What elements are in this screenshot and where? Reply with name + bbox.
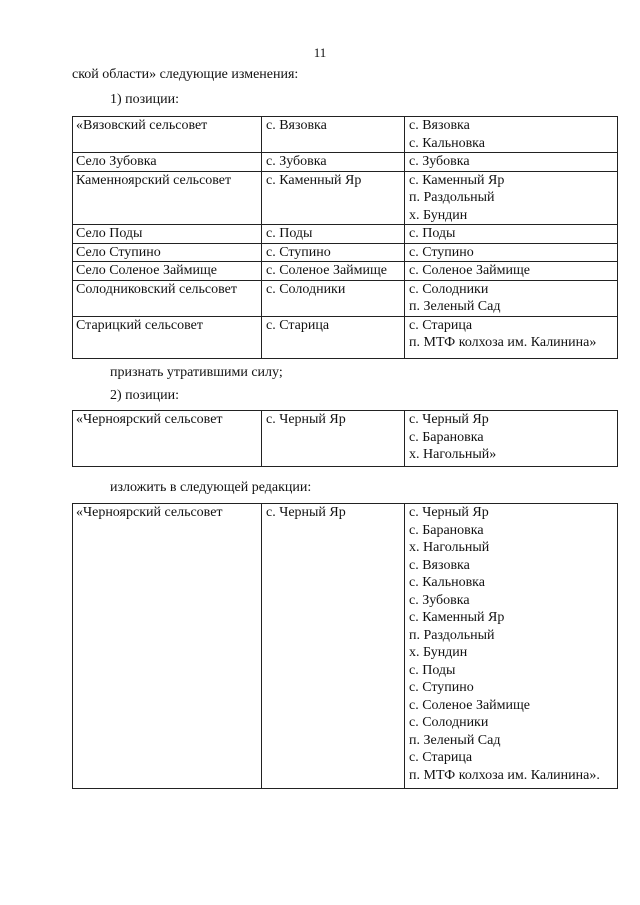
center-cell: с. Соленое Займище	[262, 262, 405, 281]
settlements-cell	[405, 504, 618, 789]
settlement-item: с. Соленое Займище	[409, 263, 531, 278]
settlement-item: п. МТФ колхоза им. Калинина»	[409, 335, 597, 350]
table-new-edition	[72, 503, 618, 789]
council-cell: «Черноярский сельсовет	[73, 411, 262, 467]
settlement-item: с. Поды	[409, 662, 456, 678]
recognize-text: признать утратившими силу;	[110, 365, 283, 380]
council-cell: Каменноярский сельсовет	[73, 171, 262, 225]
item-2-heading: 2) позиции:	[110, 388, 180, 403]
settlements-cell	[405, 225, 618, 244]
settlement-item: с. Старица	[409, 317, 473, 333]
table-row	[73, 316, 618, 358]
table-row	[73, 411, 618, 467]
council-cell: «Черноярский сельсовет	[73, 504, 262, 789]
settlement-item: с. Кальновка	[409, 575, 485, 590]
settlement-item: х. Нагольный	[409, 540, 490, 555]
settlement-item: с. Черный Яр	[409, 412, 489, 427]
center-cell: с. Старица	[262, 316, 405, 358]
settlement-item: п. Раздольный	[409, 627, 495, 643]
page-number: 11	[313, 45, 327, 60]
restate-text: изложить в следующей редакции:	[110, 480, 312, 495]
settlement-item: с. Каменный Яр	[409, 172, 505, 188]
settlement-item: п. МТФ колхоза им. Калинина».	[409, 767, 600, 783]
table-row	[73, 117, 618, 153]
council-cell: Село Зубовка	[73, 153, 262, 172]
settlement-item: п. Зеленый Сад	[409, 299, 501, 314]
settlement-item: с. Кальновка	[409, 135, 485, 151]
settlement-item: х. Нагольный»	[409, 447, 497, 462]
settlement-item: с. Каменный Яр	[409, 610, 505, 625]
center-cell: с. Зубовка	[262, 153, 405, 172]
table-row	[73, 262, 618, 281]
settlements-cell	[405, 411, 618, 467]
center-cell: с. Вязовка	[262, 117, 405, 153]
table-row	[73, 280, 618, 316]
settlement-item: п. Зеленый Сад	[409, 732, 501, 748]
settlement-item: с. Зубовка	[409, 592, 470, 608]
intro-text: ской области» следующие изменения:	[72, 67, 299, 82]
table-positions-1	[72, 116, 618, 359]
center-cell: с. Черный Яр	[262, 504, 405, 789]
council-cell: Село Поды	[73, 225, 262, 244]
settlement-item: с. Солодники	[409, 715, 489, 730]
settlement-item: с. Ступино	[409, 244, 474, 260]
council-cell: Солодниковский сельсовет	[73, 280, 262, 316]
table-row	[73, 504, 618, 789]
center-cell: с. Солодники	[262, 280, 405, 316]
settlement-item: с. Вязовка	[409, 118, 470, 133]
center-cell: с. Поды	[262, 225, 405, 244]
settlement-item: х. Бундин	[409, 645, 468, 660]
center-cell: с. Черный Яр	[262, 411, 405, 467]
settlements-cell	[405, 316, 618, 358]
council-cell: Село Ступино	[73, 243, 262, 262]
table-row	[73, 243, 618, 262]
center-cell: с. Каменный Яр	[262, 171, 405, 225]
settlements-cell	[405, 153, 618, 172]
settlement-item: с. Барановка	[409, 522, 484, 538]
council-cell: Старицкий сельсовет	[73, 316, 262, 358]
settlement-item: с. Соленое Займище	[409, 697, 531, 713]
table-row	[73, 171, 618, 225]
settlement-item: с. Ступино	[409, 680, 474, 695]
settlement-item: с. Поды	[409, 226, 456, 241]
settlements-cell	[405, 243, 618, 262]
item-1-heading: 1) позиции:	[110, 92, 180, 107]
council-cell: «Вязовский сельсовет	[73, 117, 262, 153]
settlement-item: с. Солодники	[409, 281, 489, 297]
settlement-item: с. Черный Яр	[409, 505, 489, 520]
settlements-cell	[405, 262, 618, 281]
table-positions-2	[72, 410, 618, 467]
table-row	[73, 225, 618, 244]
settlement-item: х. Бундин	[409, 207, 468, 223]
settlements-cell	[405, 280, 618, 316]
settlement-item: с. Вязовка	[409, 557, 470, 573]
settlement-item: п. Раздольный	[409, 190, 495, 205]
settlement-item: с. Старица	[409, 750, 473, 765]
settlement-item: с. Барановка	[409, 429, 484, 445]
center-cell: с. Ступино	[262, 243, 405, 262]
settlements-cell	[405, 117, 618, 153]
table-row	[73, 153, 618, 172]
council-cell: Село Соленое Займище	[73, 262, 262, 281]
settlements-cell	[405, 171, 618, 225]
settlement-item: с. Зубовка	[409, 154, 470, 169]
